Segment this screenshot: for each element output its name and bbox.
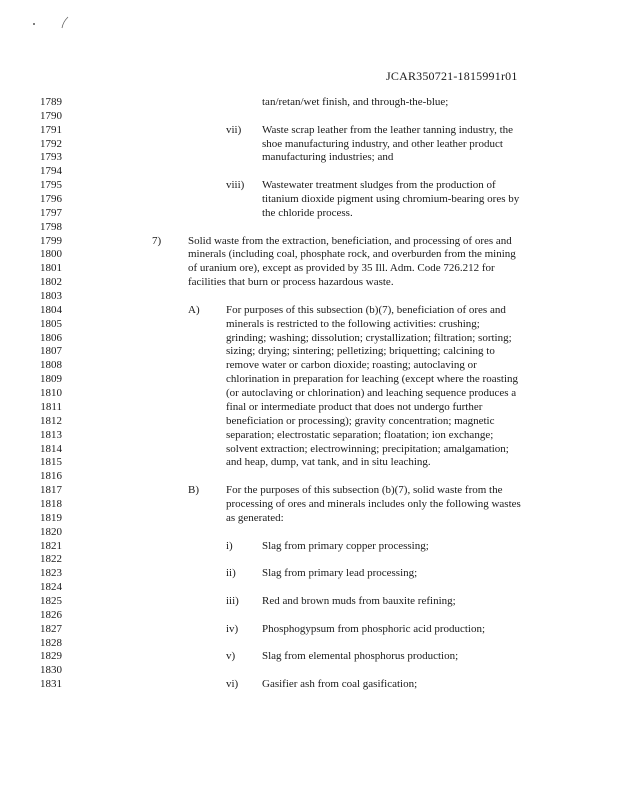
text-line: shoe manufacturing industry, and other leather product (262, 137, 503, 150)
text-line: the chloride process. (262, 206, 353, 219)
text-line: beneficiation or processing); gravity concentration; magnetic (226, 414, 495, 427)
item-label: vi) (226, 678, 239, 691)
line-number: 1795 (40, 179, 62, 192)
line-number: 1830 (40, 664, 62, 677)
text-line: minerals is restricted to the following activities: crushing; (226, 317, 480, 330)
text-line: processing of ores and minerals includes only the following wastes (226, 497, 521, 510)
text-line: Slag from primary copper processing; (262, 539, 429, 552)
text-line: sizing; drying; sintering; pelletizing; briquetting; calcining to (226, 345, 495, 358)
line-number: 1800 (40, 248, 62, 261)
item-label: v) (226, 650, 236, 663)
text-line: Wastewater treatment sludges from the production of (262, 179, 496, 192)
text-line: separation; electrostatic separation; floatation; ion exchange; (226, 428, 494, 441)
line-number: 1826 (40, 608, 62, 621)
text-line: Red and brown muds from bauxite refining; (262, 594, 456, 607)
line-number: 1792 (40, 137, 62, 150)
line-number: 1794 (40, 165, 62, 178)
line-number: 1805 (40, 317, 62, 330)
item-label: A) (188, 303, 200, 316)
text-line: remove water or carbon dioxide; roasting; autoclaving or (226, 359, 477, 372)
text-line: final or intermediate product that does not undergo further (226, 400, 483, 413)
text-line: For purposes of this subsection (b)(7), beneficiation of ores and (226, 303, 506, 316)
line-number: 1801 (40, 262, 62, 275)
line-number: 1807 (40, 345, 62, 358)
item-label: B) (188, 484, 199, 497)
line-number: 1803 (40, 290, 62, 303)
text-line: tan/retan/wet finish, and through-the-blue; (262, 96, 449, 108)
document-id: JCAR350721-1815991r01 (386, 69, 518, 83)
text-line: Waste scrap leather from the leather tanning industry, the (262, 123, 514, 136)
text-line: chlorination in preparation for leaching (except where the roasting (226, 373, 518, 386)
text-line: minerals (including coal, phosphate rock, and overburden from the mining (188, 248, 516, 261)
line-number: 1809 (40, 373, 62, 386)
line-number: 1802 (40, 276, 62, 289)
scan-mark-icon (30, 14, 70, 30)
text-line: facilities that burn or process hazardous waste. (188, 276, 394, 289)
line-number: 1790 (40, 109, 62, 122)
item-label: viii) (226, 179, 245, 192)
item-label: vii) (226, 123, 242, 136)
text-line: titanium dioxide pigment using chromium-bearing ores by (262, 193, 520, 206)
line-number: 1823 (40, 567, 62, 580)
line-number: 1815 (40, 456, 62, 469)
line-number: 1814 (40, 442, 62, 455)
text-line: For the purposes of this subsection (b)(7), solid waste from the (226, 484, 503, 497)
line-number: 1831 (40, 678, 62, 691)
text-line: manufacturing industries; and (262, 151, 394, 164)
text-line: Slag from primary lead processing; (262, 567, 418, 580)
line-number: 1812 (40, 414, 62, 427)
line-number: 1821 (40, 539, 62, 552)
text-line: of uranium ore), except as provided by 35 Ill. Adm. Code 726.212 for (188, 262, 495, 275)
line-number: 1817 (40, 484, 62, 497)
line-number: 1798 (40, 220, 62, 233)
line-number: 1825 (40, 594, 62, 607)
text-line: Slag from elemental phosphorus production; (262, 650, 459, 663)
line-number: 1791 (40, 123, 62, 136)
line-number: 1808 (40, 359, 62, 372)
item-label: iii) (226, 594, 239, 607)
text-line: Phosphogypsum from phosphoric acid production; (262, 622, 486, 635)
line-number: 1796 (40, 193, 62, 206)
text-line: and heap, dump, vat tank, and in situ leaching. (226, 456, 431, 469)
line-number: 1829 (40, 650, 62, 663)
line-number: 1824 (40, 581, 62, 594)
line-number: 1810 (40, 387, 62, 400)
line-number: 1804 (40, 303, 62, 316)
line-number: 1822 (40, 553, 62, 566)
line-number: 1813 (40, 428, 62, 441)
line-number: 1816 (40, 470, 62, 483)
item-label: iv) (226, 622, 239, 635)
text-line: Gasifier ash from coal gasification; (262, 678, 418, 691)
line-number: 1827 (40, 622, 62, 635)
item-label: i) (226, 539, 233, 552)
line-number: 1793 (40, 151, 62, 164)
text-line: solvent extraction; electrowinning; precipitation; amalgamation; (226, 442, 509, 455)
line-number: 1811 (40, 400, 62, 413)
line-number: 1789 (40, 96, 62, 108)
item-label: ii) (226, 567, 236, 580)
line-number: 1820 (40, 525, 62, 538)
item-label: 7) (152, 234, 162, 247)
text-line: grinding; washing; dissolution; crystallization; filtration; sorting; (226, 331, 512, 344)
text-line: (or autoclaving or chlorination) and leaching sequence produces a (226, 387, 517, 400)
line-number: 1819 (40, 511, 62, 524)
line-number: 1806 (40, 331, 62, 344)
text-line: Solid waste from the extraction, beneficiation, and processing of ores and (188, 234, 512, 247)
line-number: 1799 (40, 234, 62, 247)
text-line: as generated: (226, 511, 284, 524)
line-number: 1797 (40, 206, 62, 219)
line-number: 1828 (40, 636, 62, 649)
line-number: 1818 (40, 497, 62, 510)
